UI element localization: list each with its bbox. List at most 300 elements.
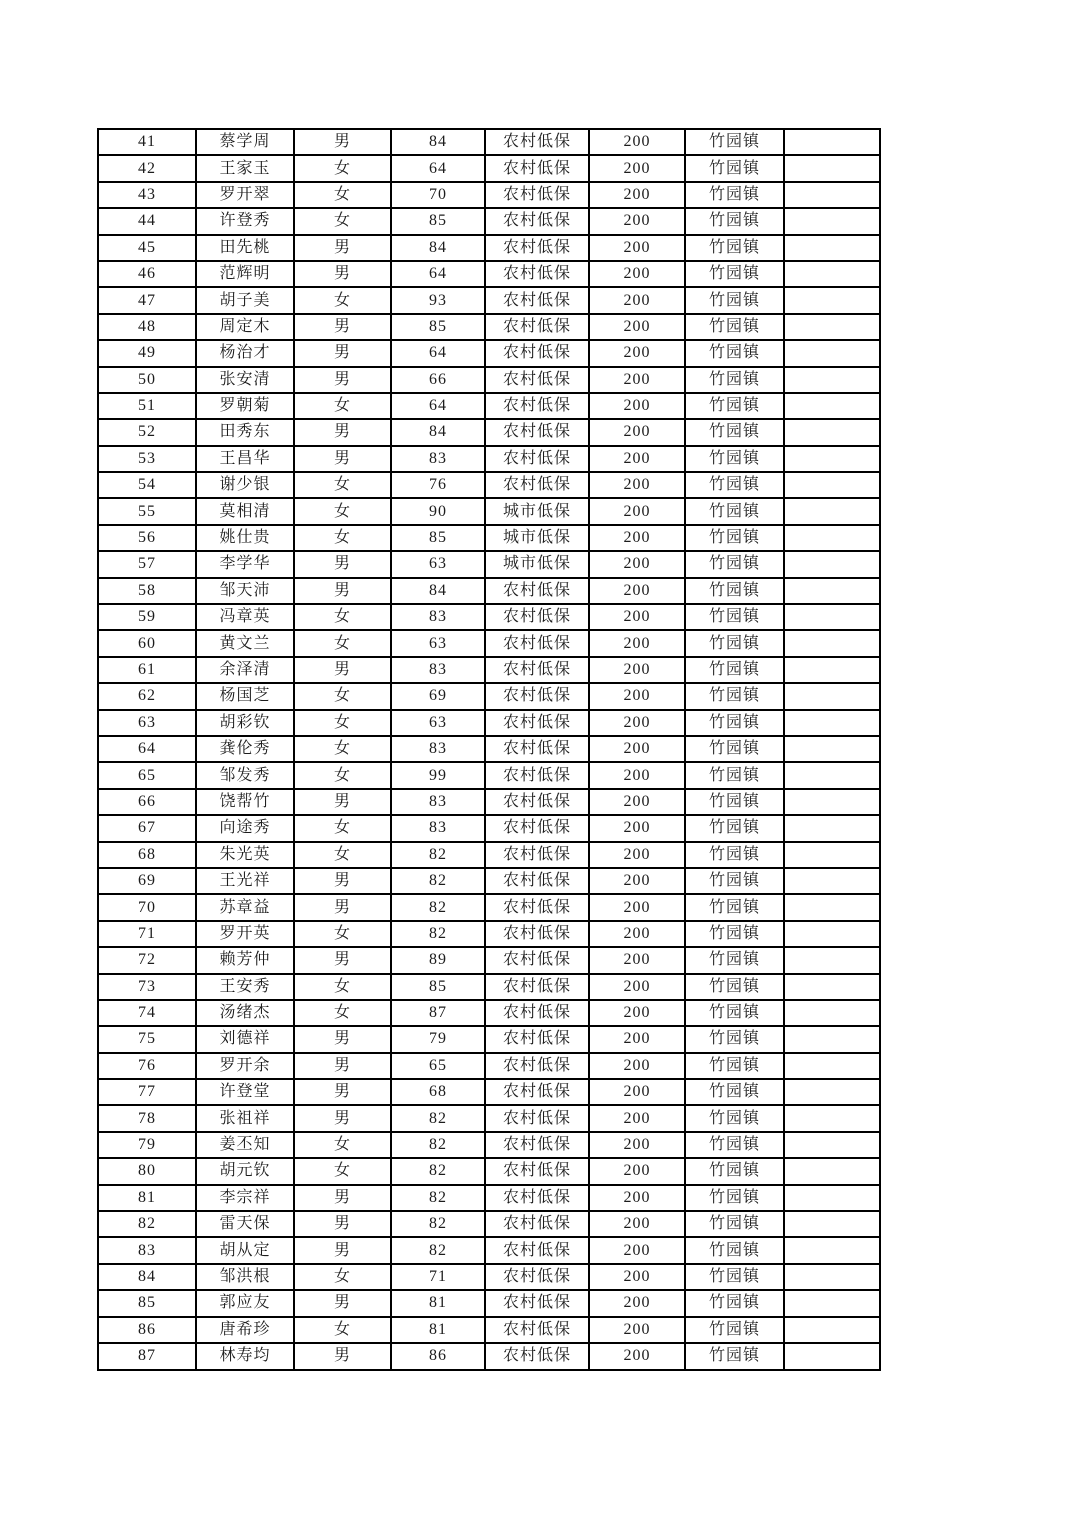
- cell-index: 76: [98, 1053, 196, 1079]
- cell-category: 农村低保: [485, 974, 589, 1000]
- cell-note: [784, 1079, 880, 1105]
- table-row: [98, 419, 880, 445]
- cell-name: 蔡学周: [196, 129, 294, 155]
- cell-category: 城市低保: [485, 525, 589, 551]
- cell-index: 64: [98, 736, 196, 762]
- cell-amount: 200: [589, 710, 685, 736]
- cell-age: 83: [391, 815, 485, 841]
- cell-amount: 200: [589, 1185, 685, 1211]
- cell-name: 田秀东: [196, 419, 294, 445]
- cell-note: [784, 129, 880, 155]
- cell-index: 42: [98, 155, 196, 181]
- cell-category: 农村低保: [485, 657, 589, 683]
- cell-town: 竹园镇: [685, 525, 784, 551]
- cell-amount: 200: [589, 551, 685, 577]
- cell-amount: 200: [589, 129, 685, 155]
- cell-category: 农村低保: [485, 1264, 589, 1290]
- cell-index: 68: [98, 842, 196, 868]
- cell-index: 53: [98, 446, 196, 472]
- cell-age: 63: [391, 551, 485, 577]
- cell-amount: 200: [589, 1237, 685, 1263]
- cell-age: 81: [391, 1290, 485, 1316]
- table-row: [98, 314, 880, 340]
- cell-town: 竹园镇: [685, 208, 784, 234]
- cell-index: 72: [98, 947, 196, 973]
- cell-gender: 男: [294, 446, 391, 472]
- table-row: [98, 287, 880, 313]
- cell-age: 82: [391, 894, 485, 920]
- cell-name: 张安清: [196, 367, 294, 393]
- cell-index: 87: [98, 1343, 196, 1370]
- table-body: [98, 129, 880, 1370]
- table-row: [98, 736, 880, 762]
- table-row: [98, 1079, 880, 1105]
- table-row: [98, 789, 880, 815]
- cell-index: 67: [98, 815, 196, 841]
- cell-name: 姜丕知: [196, 1132, 294, 1158]
- cell-amount: 200: [589, 815, 685, 841]
- cell-index: 82: [98, 1211, 196, 1237]
- cell-age: 85: [391, 314, 485, 340]
- cell-category: 农村低保: [485, 1290, 589, 1316]
- cell-index: 60: [98, 630, 196, 656]
- cell-gender: 男: [294, 657, 391, 683]
- cell-category: 农村低保: [485, 604, 589, 630]
- cell-amount: 200: [589, 182, 685, 208]
- cell-age: 83: [391, 657, 485, 683]
- cell-age: 63: [391, 710, 485, 736]
- cell-town: 竹园镇: [685, 815, 784, 841]
- cell-age: 82: [391, 1211, 485, 1237]
- table-row: [98, 1132, 880, 1158]
- cell-gender: 女: [294, 155, 391, 181]
- cell-gender: 女: [294, 1000, 391, 1026]
- table-row: [98, 261, 880, 287]
- table-row: [98, 1185, 880, 1211]
- cell-name: 饶帮竹: [196, 789, 294, 815]
- cell-name: 邹天沛: [196, 578, 294, 604]
- cell-category: 农村低保: [485, 789, 589, 815]
- cell-town: 竹园镇: [685, 1079, 784, 1105]
- cell-amount: 200: [589, 578, 685, 604]
- cell-category: 农村低保: [485, 446, 589, 472]
- cell-amount: 200: [589, 683, 685, 709]
- cell-name: 许登秀: [196, 208, 294, 234]
- cell-amount: 200: [589, 1079, 685, 1105]
- cell-name: 余泽清: [196, 657, 294, 683]
- table-row: [98, 657, 880, 683]
- cell-age: 83: [391, 789, 485, 815]
- cell-name: 罗朝菊: [196, 393, 294, 419]
- cell-index: 54: [98, 472, 196, 498]
- cell-amount: 200: [589, 1000, 685, 1026]
- cell-gender: 女: [294, 736, 391, 762]
- table-row: [98, 446, 880, 472]
- cell-category: 农村低保: [485, 287, 589, 313]
- cell-category: 农村低保: [485, 630, 589, 656]
- cell-gender: 男: [294, 129, 391, 155]
- cell-category: 农村低保: [485, 683, 589, 709]
- cell-age: 99: [391, 762, 485, 788]
- cell-note: [784, 1264, 880, 1290]
- table-row: [98, 1343, 880, 1370]
- cell-gender: 女: [294, 182, 391, 208]
- cell-age: 82: [391, 1158, 485, 1184]
- cell-name: 罗开翠: [196, 182, 294, 208]
- cell-category: 农村低保: [485, 1343, 589, 1370]
- cell-index: 50: [98, 367, 196, 393]
- table-row: [98, 710, 880, 736]
- cell-note: [784, 630, 880, 656]
- table-row: [98, 1290, 880, 1316]
- cell-town: 竹园镇: [685, 578, 784, 604]
- cell-name: 张祖祥: [196, 1105, 294, 1131]
- cell-category: 农村低保: [485, 1211, 589, 1237]
- cell-age: 84: [391, 578, 485, 604]
- cell-note: [784, 657, 880, 683]
- cell-category: 农村低保: [485, 1053, 589, 1079]
- cell-gender: 女: [294, 393, 391, 419]
- table-row: [98, 842, 880, 868]
- cell-amount: 200: [589, 868, 685, 894]
- cell-gender: 男: [294, 1343, 391, 1370]
- cell-gender: 男: [294, 340, 391, 366]
- cell-index: 48: [98, 314, 196, 340]
- cell-note: [784, 921, 880, 947]
- cell-gender: 男: [294, 1290, 391, 1316]
- cell-town: 竹园镇: [685, 287, 784, 313]
- cell-amount: 200: [589, 235, 685, 261]
- cell-gender: 男: [294, 235, 391, 261]
- cell-note: [784, 1290, 880, 1316]
- table-row: [98, 1237, 880, 1263]
- cell-gender: 女: [294, 287, 391, 313]
- cell-note: [784, 419, 880, 445]
- cell-age: 82: [391, 1105, 485, 1131]
- cell-category: 农村低保: [485, 1132, 589, 1158]
- cell-town: 竹园镇: [685, 472, 784, 498]
- table-row: [98, 604, 880, 630]
- cell-category: 农村低保: [485, 235, 589, 261]
- cell-gender: 女: [294, 974, 391, 1000]
- cell-amount: 200: [589, 1105, 685, 1131]
- cell-index: 58: [98, 578, 196, 604]
- cell-age: 82: [391, 842, 485, 868]
- cell-gender: 女: [294, 1264, 391, 1290]
- cell-name: 许登堂: [196, 1079, 294, 1105]
- cell-age: 82: [391, 1132, 485, 1158]
- table-row: [98, 1105, 880, 1131]
- cell-name: 赖芳仲: [196, 947, 294, 973]
- cell-name: 王家玉: [196, 155, 294, 181]
- cell-amount: 200: [589, 1211, 685, 1237]
- cell-index: 55: [98, 498, 196, 524]
- cell-category: 农村低保: [485, 261, 589, 287]
- cell-name: 王安秀: [196, 974, 294, 1000]
- cell-amount: 200: [589, 657, 685, 683]
- cell-name: 冯章英: [196, 604, 294, 630]
- cell-amount: 200: [589, 736, 685, 762]
- cell-note: [784, 472, 880, 498]
- cell-town: 竹园镇: [685, 736, 784, 762]
- cell-category: 农村低保: [485, 1185, 589, 1211]
- cell-amount: 200: [589, 921, 685, 947]
- cell-category: 农村低保: [485, 868, 589, 894]
- cell-index: 43: [98, 182, 196, 208]
- cell-town: 竹园镇: [685, 340, 784, 366]
- table-row: [98, 129, 880, 155]
- cell-name: 黄文兰: [196, 630, 294, 656]
- cell-note: [784, 1158, 880, 1184]
- cell-index: 46: [98, 261, 196, 287]
- cell-gender: 男: [294, 314, 391, 340]
- cell-note: [784, 261, 880, 287]
- cell-name: 王光祥: [196, 868, 294, 894]
- cell-amount: 200: [589, 1264, 685, 1290]
- cell-age: 82: [391, 921, 485, 947]
- cell-index: 81: [98, 1185, 196, 1211]
- cell-town: 竹园镇: [685, 921, 784, 947]
- cell-town: 竹园镇: [685, 393, 784, 419]
- cell-amount: 200: [589, 947, 685, 973]
- cell-name: 雷天保: [196, 1211, 294, 1237]
- cell-town: 竹园镇: [685, 974, 784, 1000]
- cell-category: 农村低保: [485, 419, 589, 445]
- cell-age: 64: [391, 261, 485, 287]
- cell-town: 竹园镇: [685, 1237, 784, 1263]
- cell-note: [784, 446, 880, 472]
- cell-amount: 200: [589, 1343, 685, 1370]
- cell-age: 64: [391, 340, 485, 366]
- table-row: [98, 762, 880, 788]
- table-row: [98, 393, 880, 419]
- cell-amount: 200: [589, 314, 685, 340]
- table-row: [98, 815, 880, 841]
- cell-town: 竹园镇: [685, 129, 784, 155]
- cell-gender: 男: [294, 1237, 391, 1263]
- cell-category: 农村低保: [485, 1237, 589, 1263]
- cell-note: [784, 868, 880, 894]
- table-row: [98, 472, 880, 498]
- cell-category: 农村低保: [485, 1079, 589, 1105]
- cell-name: 刘德祥: [196, 1026, 294, 1052]
- cell-index: 41: [98, 129, 196, 155]
- cell-name: 周定木: [196, 314, 294, 340]
- cell-note: [784, 155, 880, 181]
- cell-category: 农村低保: [485, 947, 589, 973]
- cell-amount: 200: [589, 1026, 685, 1052]
- table-row: [98, 182, 880, 208]
- cell-name: 林寿均: [196, 1343, 294, 1370]
- cell-town: 竹园镇: [685, 1158, 784, 1184]
- cell-note: [784, 1132, 880, 1158]
- cell-name: 郭应友: [196, 1290, 294, 1316]
- cell-note: [784, 736, 880, 762]
- cell-gender: 女: [294, 710, 391, 736]
- cell-gender: 男: [294, 1079, 391, 1105]
- cell-age: 93: [391, 287, 485, 313]
- cell-gender: 男: [294, 894, 391, 920]
- cell-note: [784, 1053, 880, 1079]
- table-row: [98, 498, 880, 524]
- cell-town: 竹园镇: [685, 842, 784, 868]
- cell-name: 邹发秀: [196, 762, 294, 788]
- cell-amount: 200: [589, 842, 685, 868]
- cell-gender: 女: [294, 525, 391, 551]
- cell-note: [784, 1105, 880, 1131]
- cell-gender: 男: [294, 1026, 391, 1052]
- cell-gender: 男: [294, 868, 391, 894]
- cell-age: 83: [391, 446, 485, 472]
- cell-name: 李学华: [196, 551, 294, 577]
- cell-category: 农村低保: [485, 208, 589, 234]
- cell-name: 唐希珍: [196, 1317, 294, 1343]
- cell-age: 86: [391, 1343, 485, 1370]
- cell-town: 竹园镇: [685, 1053, 784, 1079]
- cell-gender: 男: [294, 1105, 391, 1131]
- cell-index: 56: [98, 525, 196, 551]
- cell-note: [784, 974, 880, 1000]
- cell-gender: 男: [294, 367, 391, 393]
- table-row: [98, 1317, 880, 1343]
- table-row: [98, 340, 880, 366]
- cell-town: 竹园镇: [685, 1105, 784, 1131]
- table-row: [98, 1000, 880, 1026]
- cell-name: 杨治才: [196, 340, 294, 366]
- cell-amount: 200: [589, 208, 685, 234]
- cell-town: 竹园镇: [685, 1026, 784, 1052]
- cell-index: 47: [98, 287, 196, 313]
- cell-category: 农村低保: [485, 472, 589, 498]
- cell-name: 胡子美: [196, 287, 294, 313]
- cell-age: 81: [391, 1317, 485, 1343]
- cell-index: 45: [98, 235, 196, 261]
- cell-amount: 200: [589, 894, 685, 920]
- cell-town: 竹园镇: [685, 155, 784, 181]
- cell-gender: 女: [294, 630, 391, 656]
- cell-name: 姚仕贵: [196, 525, 294, 551]
- cell-category: 农村低保: [485, 710, 589, 736]
- cell-age: 63: [391, 630, 485, 656]
- cell-amount: 200: [589, 287, 685, 313]
- cell-amount: 200: [589, 1158, 685, 1184]
- cell-town: 竹园镇: [685, 1264, 784, 1290]
- cell-note: [784, 604, 880, 630]
- cell-index: 65: [98, 762, 196, 788]
- cell-category: 农村低保: [485, 1000, 589, 1026]
- cell-town: 竹园镇: [685, 710, 784, 736]
- table-row: [98, 630, 880, 656]
- cell-age: 64: [391, 155, 485, 181]
- cell-age: 83: [391, 736, 485, 762]
- cell-age: 87: [391, 1000, 485, 1026]
- cell-amount: 200: [589, 1290, 685, 1316]
- cell-name: 邹洪根: [196, 1264, 294, 1290]
- cell-amount: 200: [589, 762, 685, 788]
- cell-gender: 女: [294, 472, 391, 498]
- cell-category: 农村低保: [485, 1026, 589, 1052]
- cell-name: 胡彩钦: [196, 710, 294, 736]
- cell-town: 竹园镇: [685, 1211, 784, 1237]
- cell-category: 城市低保: [485, 498, 589, 524]
- cell-age: 84: [391, 129, 485, 155]
- cell-town: 竹园镇: [685, 1317, 784, 1343]
- cell-index: 52: [98, 419, 196, 445]
- cell-amount: 200: [589, 789, 685, 815]
- cell-category: 农村低保: [485, 129, 589, 155]
- table-row: [98, 525, 880, 551]
- cell-age: 82: [391, 1237, 485, 1263]
- cell-town: 竹园镇: [685, 683, 784, 709]
- cell-age: 76: [391, 472, 485, 498]
- cell-age: 66: [391, 367, 485, 393]
- cell-note: [784, 208, 880, 234]
- cell-note: [784, 710, 880, 736]
- cell-age: 84: [391, 235, 485, 261]
- cell-town: 竹园镇: [685, 446, 784, 472]
- table-row: [98, 551, 880, 577]
- cell-town: 竹园镇: [685, 868, 784, 894]
- cell-town: 竹园镇: [685, 762, 784, 788]
- cell-note: [784, 947, 880, 973]
- cell-age: 82: [391, 1185, 485, 1211]
- cell-gender: 男: [294, 578, 391, 604]
- cell-town: 竹园镇: [685, 604, 784, 630]
- cell-name: 罗开英: [196, 921, 294, 947]
- cell-gender: 男: [294, 1185, 391, 1211]
- cell-name: 胡元钦: [196, 1158, 294, 1184]
- cell-note: [784, 762, 880, 788]
- cell-age: 65: [391, 1053, 485, 1079]
- table-row: [98, 1158, 880, 1184]
- cell-gender: 男: [294, 1211, 391, 1237]
- cell-note: [784, 842, 880, 868]
- cell-name: 田先桃: [196, 235, 294, 261]
- cell-name: 汤绪杰: [196, 1000, 294, 1026]
- cell-amount: 200: [589, 525, 685, 551]
- cell-age: 90: [391, 498, 485, 524]
- table-row: [98, 1026, 880, 1052]
- cell-name: 向途秀: [196, 815, 294, 841]
- cell-index: 59: [98, 604, 196, 630]
- cell-index: 84: [98, 1264, 196, 1290]
- cell-amount: 200: [589, 630, 685, 656]
- cell-gender: 女: [294, 921, 391, 947]
- cell-amount: 200: [589, 1053, 685, 1079]
- cell-category: 农村低保: [485, 1105, 589, 1131]
- cell-gender: 女: [294, 604, 391, 630]
- cell-town: 竹园镇: [685, 894, 784, 920]
- table-row: [98, 1211, 880, 1237]
- cell-age: 82: [391, 868, 485, 894]
- cell-category: 农村低保: [485, 367, 589, 393]
- cell-town: 竹园镇: [685, 1000, 784, 1026]
- table-row: [98, 947, 880, 973]
- table-row: [98, 1264, 880, 1290]
- cell-age: 84: [391, 419, 485, 445]
- cell-category: 农村低保: [485, 815, 589, 841]
- cell-name: 朱光英: [196, 842, 294, 868]
- cell-town: 竹园镇: [685, 1343, 784, 1370]
- cell-town: 竹园镇: [685, 261, 784, 287]
- table-row: [98, 155, 880, 181]
- cell-index: 61: [98, 657, 196, 683]
- cell-town: 竹园镇: [685, 498, 784, 524]
- cell-index: 78: [98, 1105, 196, 1131]
- cell-age: 64: [391, 393, 485, 419]
- cell-note: [784, 1185, 880, 1211]
- cell-category: 农村低保: [485, 155, 589, 181]
